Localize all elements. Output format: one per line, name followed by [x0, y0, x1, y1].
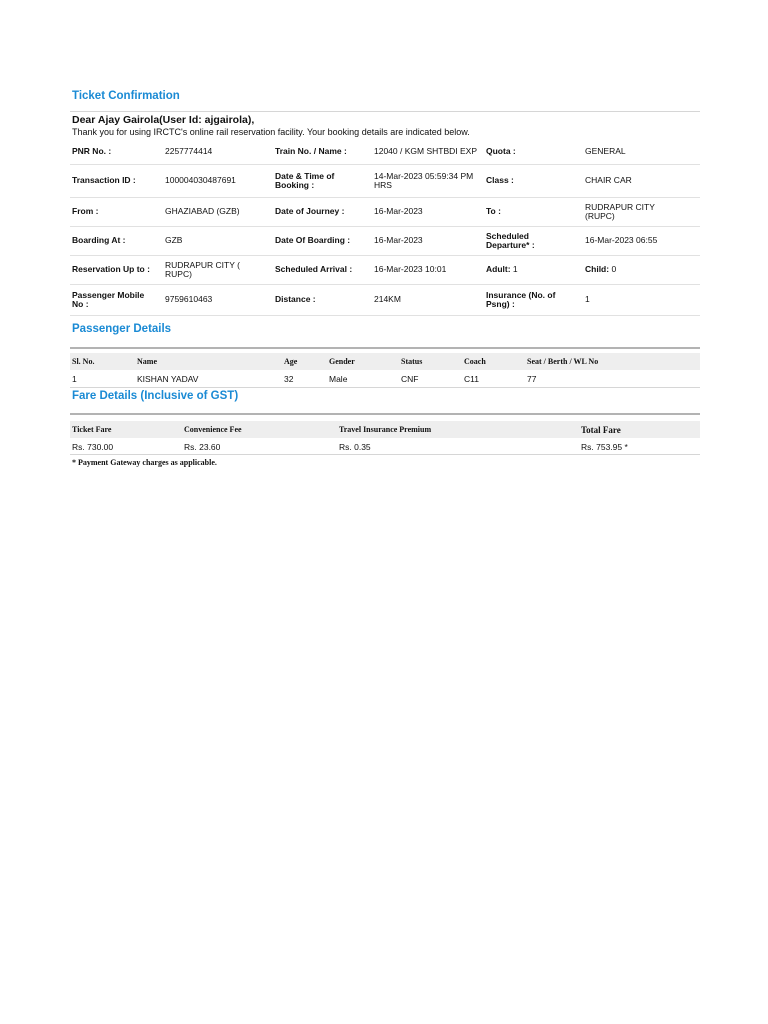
insurance-value: 1 — [585, 294, 590, 305]
mobile-value: 9759610463 — [165, 294, 213, 305]
transaction-id-value: 100004030487691 — [165, 175, 236, 186]
payment-gateway-note: * Payment Gateway charges as applicable. — [72, 458, 217, 467]
train-label: Train No. / Name : — [275, 145, 347, 156]
col-coach: Coach — [464, 357, 486, 366]
mobile-label: Passenger Mobile No : — [72, 289, 145, 309]
title-divider — [70, 111, 700, 112]
insurance-label: Insurance (No. of Psng) : — [486, 289, 556, 309]
to-label: To : — [486, 206, 501, 217]
child-label: Child: — [585, 264, 610, 275]
boarding-at-value: GZB — [165, 235, 183, 246]
journey-date-label: Date of Journey : — [275, 206, 345, 217]
child-value: 0 — [611, 264, 617, 275]
detail-row — [70, 256, 700, 285]
fare-table-divider — [70, 454, 700, 455]
passenger-gender: Male — [329, 374, 348, 384]
fare-table-bar — [70, 413, 700, 415]
detail-row — [70, 227, 700, 256]
total-fare-value: Rs. 753.95 * — [581, 442, 628, 452]
distance-value: 214KM — [374, 294, 401, 305]
boarding-at-label: Boarding At : — [72, 235, 126, 246]
col-gender: Gender — [329, 357, 355, 366]
scheduled-departure-label: Scheduled Departure* : — [486, 230, 535, 250]
train-value: 12040 / KGM SHTBDI EXP — [374, 145, 477, 156]
scheduled-arrival-label: Scheduled Arrival : — [275, 264, 353, 275]
passenger-details-title: Passenger Details — [72, 323, 172, 335]
greeting: Dear Ajay Gairola(User Id: ajgairola), — [72, 114, 255, 126]
col-slno: Sl. No. — [72, 357, 95, 366]
col-insurance-premium: Travel Insurance Premium — [339, 425, 432, 434]
passenger-age: 32 — [284, 374, 294, 384]
to-value: RUDRAPUR CITY (RUPC) — [585, 201, 655, 221]
class-label: Class : — [486, 175, 514, 186]
passenger-table-header — [70, 353, 700, 370]
passenger-table-bar — [70, 347, 700, 349]
col-status: Status — [401, 357, 423, 366]
passenger-coach: C11 — [464, 374, 479, 384]
from-label: From : — [72, 206, 99, 217]
detail-row — [70, 165, 700, 198]
col-seat: Seat / Berth / WL No — [527, 357, 599, 366]
boarding-date-label: Date Of Boarding : — [275, 235, 351, 246]
passenger-table-divider — [70, 387, 700, 388]
detail-row — [70, 139, 700, 165]
col-convenience-fee: Convenience Fee — [184, 425, 242, 434]
passenger-seat: 77 — [527, 374, 537, 384]
pnr-label: PNR No. : — [72, 145, 112, 156]
col-ticket-fare: Ticket Fare — [72, 425, 112, 434]
distance-label: Distance : — [275, 294, 316, 305]
ticket-confirmation-title: Ticket Confirmation — [72, 90, 180, 102]
fare-table-header — [70, 421, 700, 438]
adult-value: 1 — [512, 264, 518, 275]
fare-details-title: Fare Details (Inclusive of GST) — [72, 390, 239, 402]
insurance-premium-value: Rs. 0.35 — [339, 442, 371, 452]
col-name: Name — [137, 357, 157, 366]
reservation-upto-label: Reservation Up to : — [72, 264, 150, 275]
adult-cell — [486, 256, 581, 284]
passenger-status: CNF — [401, 374, 419, 384]
from-value: GHAZIABAD (GZB) — [165, 206, 240, 217]
journey-date-value: 16-Mar-2023 — [374, 206, 423, 217]
ticket-fare-value: Rs. 730.00 — [72, 442, 114, 452]
detail-row — [70, 285, 700, 316]
pnr-value: 2257774414 — [165, 145, 213, 156]
reservation-upto-value: RUDRAPUR CITY ( RUPC) — [165, 259, 240, 279]
scheduled-departure-value: 16-Mar-2023 06:55 — [585, 235, 658, 246]
col-age: Age — [284, 357, 298, 366]
passenger-name: KISHAN YADAV — [137, 374, 199, 384]
transaction-id-label: Transaction ID : — [72, 175, 136, 186]
booking-time-label: Date & Time of Booking : — [275, 170, 335, 190]
passenger-slno: 1 — [72, 374, 77, 384]
booking-time-value: 14-Mar-2023 05:59:34 PM HRS — [374, 170, 474, 190]
col-total-fare: Total Fare — [581, 424, 621, 435]
boarding-date-value: 16-Mar-2023 — [374, 235, 423, 246]
quota-label: Quota : — [486, 145, 516, 156]
intro-text: Thank you for using IRCTC's online rail reservation facility. Your booking details are indicated below. — [72, 127, 470, 137]
detail-row — [70, 198, 700, 227]
quota-value: GENERAL — [585, 145, 626, 156]
convenience-fee-value: Rs. 23.60 — [184, 442, 221, 452]
adult-label: Adult: — [486, 264, 511, 275]
booking-details-grid — [70, 139, 700, 316]
scheduled-arrival-value: 16-Mar-2023 10:01 — [374, 264, 447, 275]
class-value: CHAIR CAR — [585, 175, 632, 186]
child-cell — [585, 256, 695, 284]
